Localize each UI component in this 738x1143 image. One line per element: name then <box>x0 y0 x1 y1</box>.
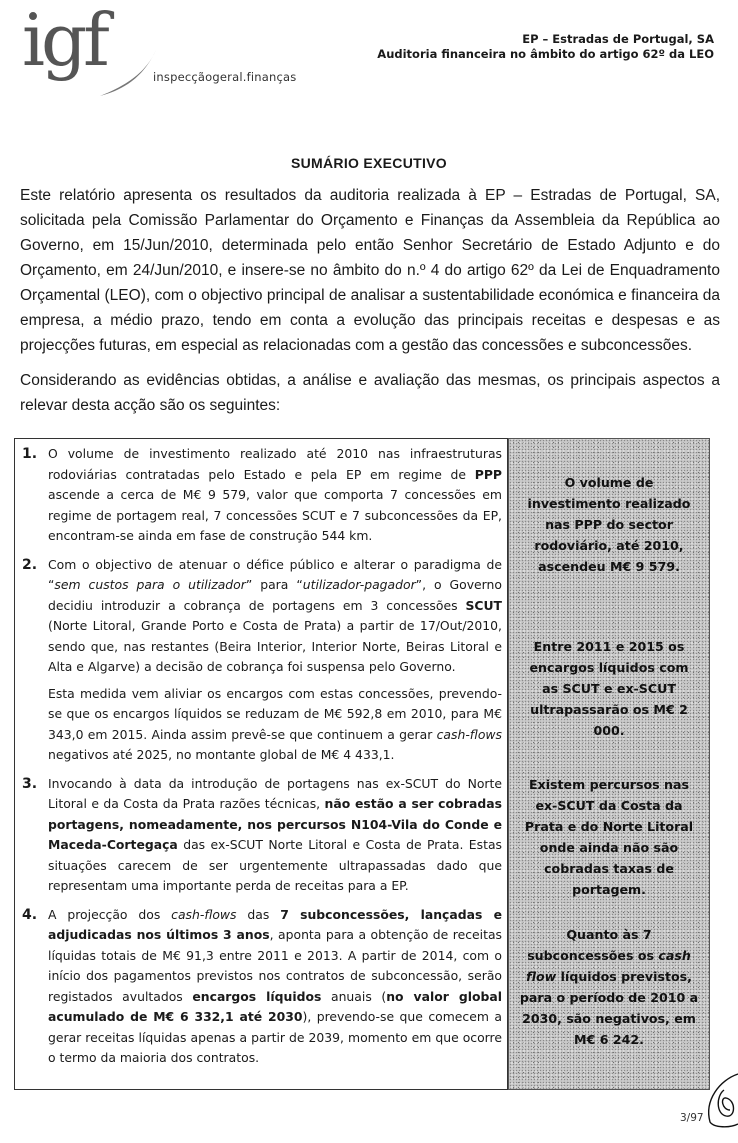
finding-item-3 <box>22 774 502 897</box>
logo-swoosh-icon <box>98 48 158 98</box>
finding-item-4 <box>22 905 502 1069</box>
finding-number: 3. <box>22 775 38 792</box>
finding-text: Invocando à data da introdução de portagens nas ex-SCUT do Norte Litoral e da Costa da Prata razões técnicas, não estão a ser cobradas portagens, nomeadamente, nos percursos N104-Vila do Conde e Maceda-Cortegaça das ex-SCUT Norte Litoral e Costa de Prata. Estas situações carecem de ser urgentemente ultrapassadas dado que representam uma importante perda de receitas para a EP. <box>48 775 502 893</box>
section-title: SUMÁRIO EXECUTIVO <box>290 155 447 171</box>
header-report-title: Auditoria financeira no âmbito do artigo 62º da LEO <box>377 47 714 61</box>
finding-number: 2. <box>22 556 38 573</box>
finding-text: Com o objectivo de atenuar o défice público e alterar o paradigma de “sem custos para o utilizador” para “utilizador-pagador”, o Governo decidiu introduzir a cobrança de portagens em 3 concessões SCUT (Norte Litoral, Grande Porto e Costa de Prata) a partir de 17/Out/2010, sendo que, nas restantes (Beira Interior, Interior Norte, Beiras Litoral e Alta e Algarve) a decisão de cobrança foi suspensa pelo Governo. <box>48 556 502 674</box>
finding-item-1 <box>22 444 502 547</box>
finding-number: 1. <box>22 446 38 462</box>
finding-number: 4. <box>22 906 38 923</box>
callout-4: Quanto às 7 subconcessões os cash flow líquidos previstos, para o período de 2010 a 2030, são negativos, em M€ 6 242. <box>519 927 699 1047</box>
document-header <box>377 32 714 62</box>
finding-text-continued: Esta medida vem aliviar os encargos com estas concessões, prevendo-se que os encargos líquidos se reduzam de M€ 592,8 em 2010, para M€ 343,0 em 2015. Ainda assim prevê-se que continuem a gerar cash-flows negativos até 2025, no montante global de M€ 4 433,1. <box>48 685 502 762</box>
findings-list <box>22 444 502 1077</box>
callout-3: Existem percursos nas ex-SCUT da Costa da Prata e do Norte Litoral onde ainda não são cobradas taxas de portagem. <box>524 777 694 897</box>
igf-logo <box>8 0 308 98</box>
callout-2: Entre 2011 e 2015 os encargos líquidos com as SCUT e ex-SCUT ultrapassarão os M€ 2 000. <box>529 639 689 738</box>
finding-text: O volume de investimento realizado até 2010 nas infraestruturas rodoviárias contratadas pelo Estado e pela EP em regime de PPP ascende a cerca de M€ 9 579, valor que comporta 7 concessões em regime de portagem real, 7 concessões SCUT e 7 subconcessões da EP, encontram-se ainda em fase de construção 544 km. <box>48 446 502 543</box>
finding-item-2 <box>22 555 502 766</box>
finding-text: A projecção dos cash-flows das 7 subconcessões, lançadas e adjudicadas nos últimos 3 anos, aponta para a obtenção de receitas líquidas totais de M€ 91,3 entre 2011 e 2013. A partir de 2014, com o início dos pagamentos previstos nos contratos de subconcessão, serão registados avultados encargos líquidos anuais (no valor global acumulado de M€ 6 332,1 até 2030), prevendo-se que comecem a gerar receitas líquidas apenas a partir de 2039, momento em que ocorre o termo da maioria dos contratos. <box>48 906 503 1065</box>
handwritten-initial-icon <box>700 1070 738 1130</box>
logo-subtitle: inspecçãogeral.finanças <box>153 70 297 84</box>
intro-text <box>20 183 720 428</box>
intro-paragraph-2: Considerando as evidências obtidas, a análise e avaliação das mesmas, os principais aspectos a relevar desta acção são os seguintes: <box>20 372 720 414</box>
page-number: 3/97 <box>680 1112 704 1124</box>
callout-1: O volume de investimento realizado nas PPP do sector rodoviário, até 2010, ascendeu M€ 9 579. <box>527 475 691 574</box>
intro-paragraph-1: Este relatório apresenta os resultados da auditoria realizada à EP – Estradas de Portugal, SA, solicitada pela Comissão Parlamentar do Orçamento e Finanças da Assembleia da República ao Governo, em 15/Jun/2010, determinada pelo então Senhor Secretário de Estado Adjunto e do Orçamento, em 24/Jun/2010, e insere-se no âmbito do n.º 4 do artigo 62º da Lei de Enquadramento Orçamental (LEO), com o objectivo principal de analisar a sustentabilidade económica e financeira da empresa, a médio prazo, tendo em conta a evolução das principais receitas e despesas e as projecções futuras, em especial as relacionadas com a gestão das concessões e subconcessões. <box>20 187 720 354</box>
logo-mark: igf <box>22 0 106 82</box>
header-organization: EP – Estradas de Portugal, SA <box>522 32 714 46</box>
